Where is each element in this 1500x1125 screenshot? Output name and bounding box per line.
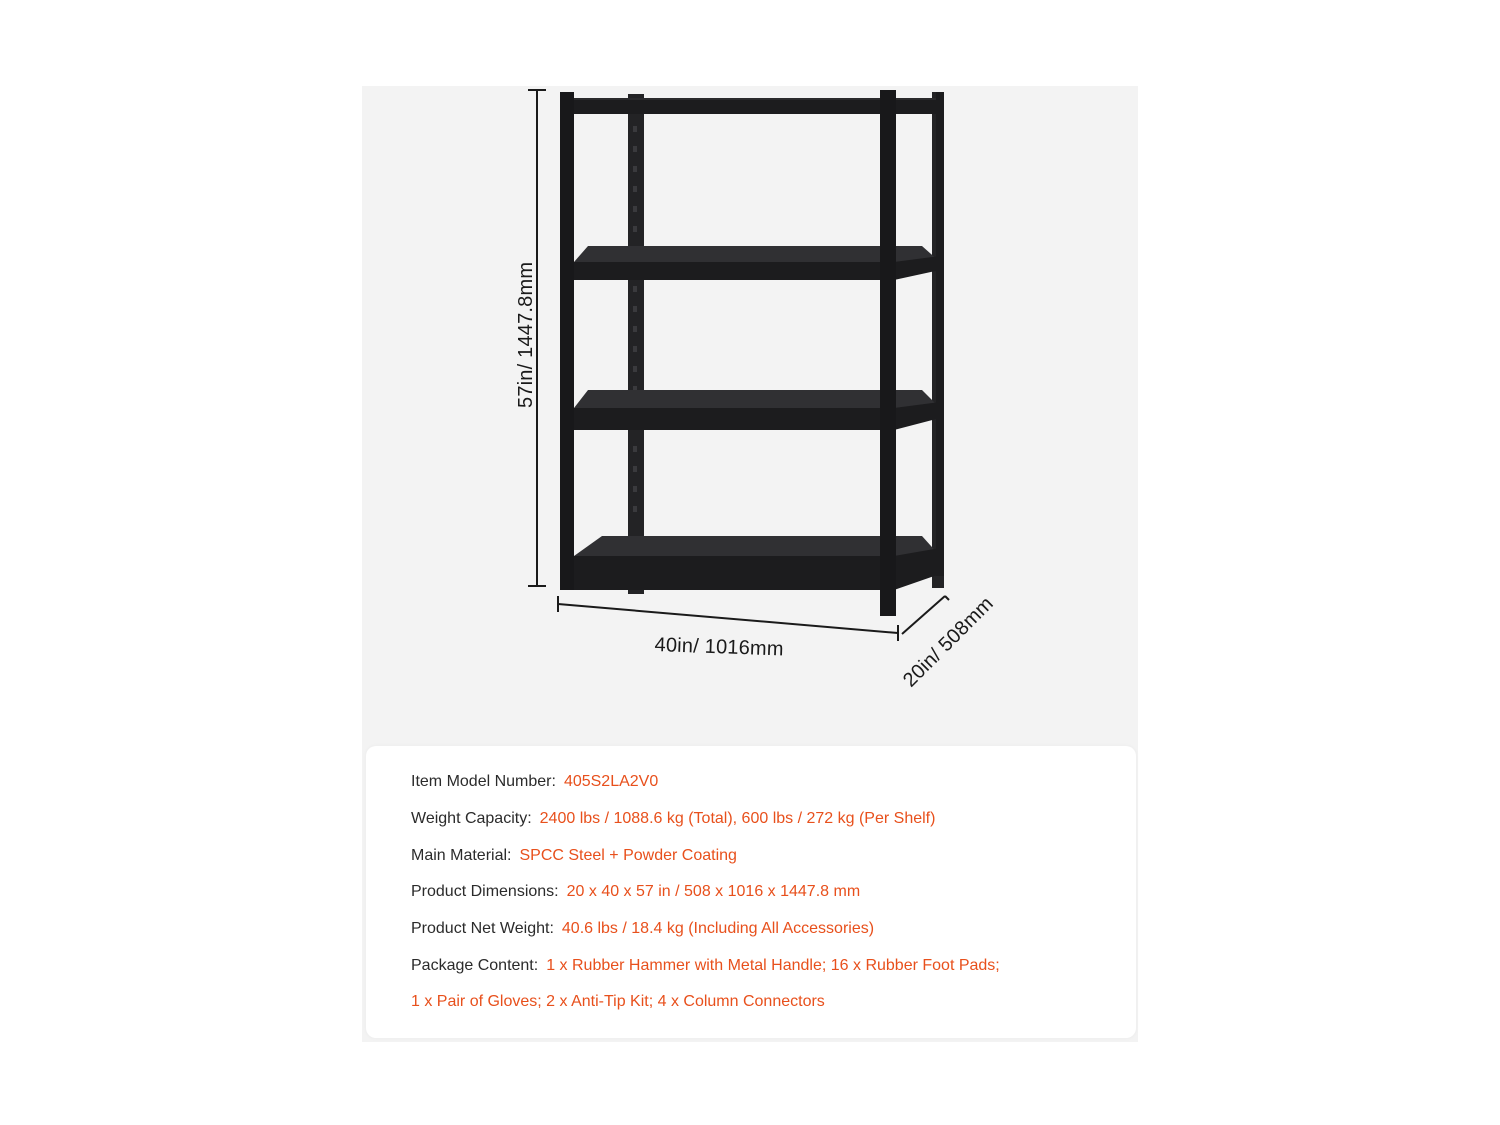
spec-value: 20 x 40 x 57 in / 508 x 1016 x 1447.8 mm	[566, 883, 861, 900]
spec-value: SPCC Steel + Powder Coating	[519, 847, 737, 864]
spec-row-net-weight	[411, 919, 874, 939]
product-panel	[362, 86, 1138, 1042]
spec-value: 405S2LA2V0	[563, 773, 659, 790]
spec-label: Weight Capacity:	[411, 810, 532, 827]
depth-dimension-label: 20in/ 508mm	[899, 592, 998, 692]
back-posts	[628, 92, 944, 594]
depth-dimension-line	[902, 596, 949, 634]
spec-label: Package Content:	[411, 957, 539, 974]
spec-value: 40.6 lbs / 18.4 kg (Including All Accessories)	[561, 920, 875, 937]
spec-card	[366, 746, 1136, 1038]
spec-row-material	[411, 846, 737, 866]
spec-row-capacity	[411, 809, 935, 829]
spec-value: 1 x Pair of Gloves; 2 x Anti-Tip Kit; 4 x Column Connectors	[411, 993, 825, 1010]
spec-row-model	[411, 772, 658, 792]
spec-row-package-continued	[411, 992, 825, 1012]
spec-label: Main Material:	[411, 847, 512, 864]
spec-value: 2400 lbs / 1088.6 kg (Total), 600 lbs / 272 kg (Per Shelf)	[539, 810, 936, 827]
height-dimension-label: 57in/ 1447.8mm	[515, 261, 537, 408]
width-dimension-line	[558, 596, 898, 641]
spec-row-dimensions	[411, 882, 860, 902]
right-side-post	[936, 92, 944, 576]
spec-row-package	[411, 956, 1000, 976]
width-dimension-label: 40in/ 1016mm	[654, 634, 785, 661]
spec-value: 1 x Rubber Hammer with Metal Handle; 16 x Rubber Foot Pads;	[546, 957, 1000, 974]
spec-label: Product Net Weight:	[411, 920, 554, 937]
spec-label: Product Dimensions:	[411, 883, 559, 900]
spec-label: Item Model Number:	[411, 773, 556, 790]
product-illustration	[362, 86, 1138, 746]
